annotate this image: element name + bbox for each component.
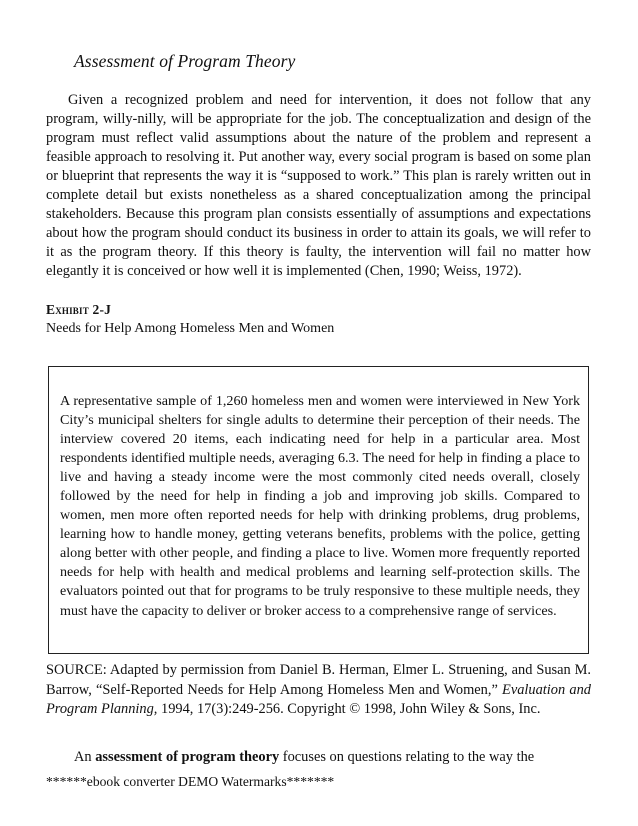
source-citation xyxy=(46,661,591,720)
exhibit-title: Needs for Help Among Homeless Men and Women xyxy=(46,321,335,336)
closing-rest: focuses on questions relating to the way the xyxy=(279,749,535,765)
watermark: ******ebook converter DEMO Watermarks******* xyxy=(46,774,335,789)
source-journal: Evaluation and Program Planning, xyxy=(46,681,591,717)
section-heading: Assessment of Program Theory xyxy=(74,51,296,71)
exhibit-label: Exhibit 2-J xyxy=(46,302,112,317)
body-paragraph: Given a recognized problem and need for intervention, it does not follow that any program, willy-nilly, will be appropriate for the job. The conceptualization and design of the program must reflect valid assumptions about the nature of the problem and represent a feasible approach to resolving it. Put another way, every social program is based on some plan or blueprint that represents the way it is “supposed to work.” This plan is rarely written out in complete detail but exists nonetheless as a shared conceptualization among the principal stakeholders. Because this program plan consists essentially of assumptions and expectations about how the program should conduct its business in order to attain its goals, we will refer to it as the program theory. If this theory is faulty, the intervention will fail no matter how elegantly it is conceived or how well it is implemented (Chen, 1990; Weiss, 1972). xyxy=(46,92,591,280)
source-prefix: SOURCE: Adapted by permission from Daniel B. Herman, Elmer L. Struening, and Susan M. Barrow, “Self-Reported Needs for Help Among Homeless Men and Women,” xyxy=(46,662,591,698)
closing-paragraph xyxy=(46,748,591,767)
source-suffix: 1994, 17(3):249-256. Copyright © 1998, John Wiley & Sons, Inc. xyxy=(157,701,541,717)
exhibit-body: A representative sample of 1,260 homeless men and women were interviewed in New York City’s municipal shelters for single adults to determine their perception of their needs. The interview covered 20 items, each indicating need for help in a particular area. Most respondents identified multiple needs, averaging 6.3. The need for help in finding a place to live and having a steady income were the most commonly cited needs overall, closely followed by the need for help in finding a job and improving job skills. Compared to women, men more often reported needs for help with drinking problems, drug problems, learning how to handle money, getting veterans benefits, problems with the police, getting along better with other people, and finding a place to live. Women more frequently reported needs for help with health and medical problems and learning self-protection skills. The evaluators pointed out that for programs to be truly responsive to these multiple needs, they must have the capacity to deliver or broker access to a comprehensive range of services. xyxy=(60,393,580,619)
closing-lead: An xyxy=(74,749,96,765)
closing-term: assessment of program theory xyxy=(95,749,280,765)
